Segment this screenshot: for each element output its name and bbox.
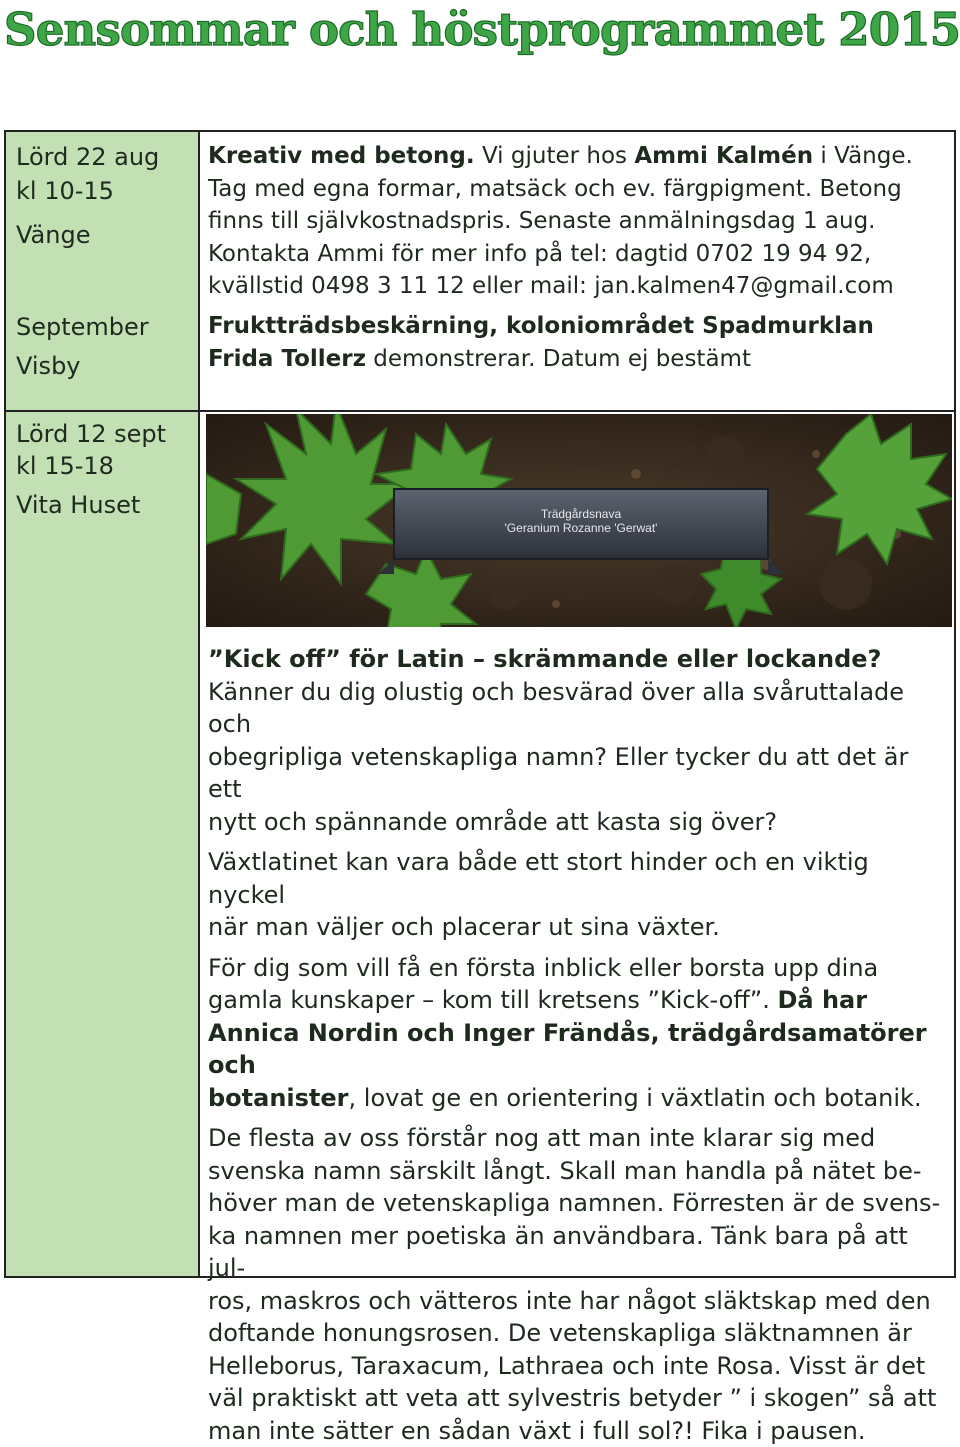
kickoff-paragraph-line: ka namnen mer poetiska än användbara. Tänk bara på att jul- <box>208 1220 948 1285</box>
plant-label-photo <box>206 414 952 627</box>
kickoff-paragraph-line: De flesta av oss förstår nog att man inte klarar sig med <box>208 1122 948 1155</box>
kickoff-paragraph-line: Känner du dig olustig och besvärad över alla svåruttalade och <box>208 676 948 741</box>
event2-month: September <box>16 310 149 344</box>
kickoff-text: gamla kunskaper – kom till kretsens ”Kick-off”. <box>208 986 777 1014</box>
betong-text: Vi gjuter hos <box>475 143 635 169</box>
betong-host: Ammi Kalmén <box>634 143 813 169</box>
kickoff-paragraph-line: ros, maskros och vätteros inte har något släktskap med den <box>208 1285 948 1318</box>
betong-text-2: i Vänge. <box>813 143 913 169</box>
betong-event <box>208 140 948 303</box>
sign-line-2: 'Geranium Rozanne 'Gerwat' <box>505 521 658 535</box>
kickoff-paragraph-line: nytt och spännande område att kasta sig över? <box>208 806 948 839</box>
frukt-text: demonstrerar. Datum ej bestämt <box>366 346 751 372</box>
kickoff-paragraph-line: Växtlatinet kan vara både ett stort hinder och en viktig nyckel <box>208 846 948 911</box>
kickoff-paragraph-line: Helleborus, Taraxacum, Lathraea och inte Rosa. Visst är det <box>208 1350 948 1383</box>
event1-time: kl 10-15 <box>16 174 114 208</box>
event2-place: Visby <box>16 349 81 383</box>
kickoff-paragraph-line: obegripliga vetenskapliga namn? Eller tycker du att det är ett <box>208 741 948 806</box>
kickoff-bold: botanister <box>208 1084 349 1112</box>
betong-heading: Kreativ med betong. <box>208 143 475 169</box>
sign-line-1: Trädgårdsnava <box>541 507 622 521</box>
kickoff-paragraph-line: man inte sätter en sådan växt i full sol?! Fika i pausen. <box>208 1415 948 1447</box>
kickoff-event <box>208 643 948 1447</box>
kickoff-paragraph-line: För dig som vill få en första inblick eller borsta upp dina <box>208 952 948 985</box>
page-title: Sensommar och höstprogrammet 2015 <box>4 0 954 60</box>
kickoff-text: , lovat ge en orientering i växtlatin och botanik. <box>349 1084 922 1112</box>
event3-time: kl 15-18 <box>16 449 114 483</box>
kickoff-paragraph-line: väl praktiskt att veta att sylvestris betyder ” i skogen” så att <box>208 1382 948 1415</box>
kickoff-bold: Då har <box>777 986 867 1014</box>
kickoff-paragraph-line: när man väljer och placerar ut sina växter. <box>208 911 948 944</box>
event3-date: Lörd 12 sept <box>16 417 166 451</box>
kickoff-paragraph-line: doftande honungsrosen. De vetenskapliga släktnamnen är <box>208 1317 948 1350</box>
frukt-event <box>208 310 948 376</box>
betong-line: Kontakta Ammi för mer info på tel: dagtid 0702 19 94 92, <box>208 238 948 271</box>
betong-line: Tag med egna formar, matsäck och ev. färgpigment. Betong <box>208 173 948 206</box>
frukt-presenter: Frida Tollerz <box>208 346 366 372</box>
frukt-heading: Fruktträdsbeskärning, koloniområdet Spadmurklan <box>208 313 874 339</box>
event1-date: Lörd 22 aug <box>16 140 159 174</box>
event3-place: Vita Huset <box>16 488 140 522</box>
event1-place: Vänge <box>16 218 90 252</box>
kickoff-paragraph-line: svenska namn särskilt långt. Skall man handla på nätet be- <box>208 1155 948 1188</box>
kickoff-heading: ”Kick off” för Latin – skrämmande eller lockande? <box>208 645 881 673</box>
kickoff-paragraph-line: höver man de vetenskapliga namnen. Förresten är de svens- <box>208 1187 948 1220</box>
betong-line: finns till självkostnadspris. Senaste anmälningsdag 1 aug. <box>208 205 948 238</box>
betong-contact: kvällstid 0498 3 11 12 eller mail: jan.kalmen47@gmail.com <box>208 270 948 303</box>
kickoff-presenters: Annica Nordin och Inger Frändås, trädgårdsamatörer och <box>208 1019 927 1080</box>
